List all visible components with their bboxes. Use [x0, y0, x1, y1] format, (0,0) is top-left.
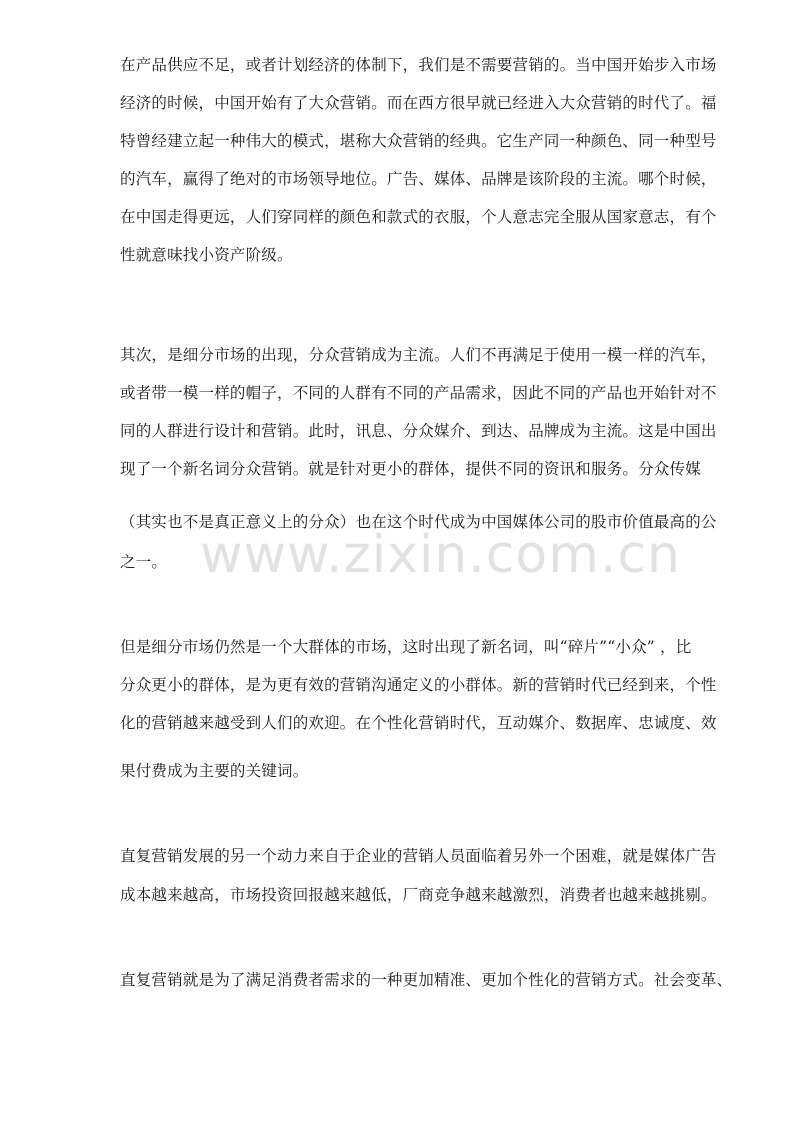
text-line: 直复营销发展的另一个动力来自于企业的营销人员面临着另外一个困难，就是媒体广告: [120, 847, 717, 865]
text-line: 化的营销越来越受到人们的欢迎。在个性化营销时代，互动媒介、数据库、忠诚度、效: [120, 714, 717, 732]
text-line: 成本越来越高，市场投资回报越来越低，厂商竞争越来越激烈，消费者也越来越挑剔。: [120, 886, 717, 904]
text-line: 之一。: [120, 553, 168, 571]
text-line: 特曾经建立起一种伟大的模式，堪称大众营销的经典。它生产同一种颜色、同一种型号: [120, 132, 717, 150]
text-line: 性就意味找小资产阶级。: [120, 246, 293, 264]
text-line: 果付费成为主要的关键词。: [120, 762, 309, 780]
text-line: 其次，是细分市场的出现，分众营销成为主流。人们不再满足于使用一模一样的汽车，: [120, 346, 717, 364]
text-line: 但是细分市场仍然是一个大群体的市场，这时出现了新名词，叫“碎片”“小众” ，比: [120, 638, 692, 656]
watermark: www.zixin.com.cn: [200, 525, 681, 585]
text-line: 或者带一模一样的帽子，不同的人群有不同的产品需求，因此不同的产品也开始针对不: [120, 384, 717, 402]
text-line: 同的人群进行设计和营销。此时，讯息、分众媒介、到达、品牌成为主流。这是中国出: [120, 422, 717, 440]
text-line: 的汽车，赢得了绝对的市场领导地位。广告、媒体、品牌是该阶段的主流。哪个时候，: [120, 170, 717, 188]
text-line: 直复营销就是为了满足消费者需求的一种更加精准、更加个性化的营销方式。社会变革、: [120, 971, 733, 989]
text-line: 在中国走得更远，人们穿同样的颜色和款式的衣服，个人意志完全服从国家意志，有个: [120, 208, 717, 226]
text-line: （其实也不是真正意义上的分众）也在这个时代成为中国媒体公司的股市价值最高的公: [120, 513, 717, 531]
text-line: 分众更小的群体，是为更有效的营销沟通定义的小群体。新的营销时代已经到来，个性: [120, 676, 717, 694]
text-line: 经济的时候，中国开始有了大众营销。而在西方很早就已经进入大众营销的时代了。福: [120, 94, 717, 112]
text-line: 现了一个新名词分众营销。就是针对更小的群体，提供不同的资讯和服务。分众传媒: [120, 460, 701, 478]
text-line: 在产品供应不足，或者计划经济的体制下，我们是不需要营销的。当中国开始步入市场: [120, 56, 717, 74]
